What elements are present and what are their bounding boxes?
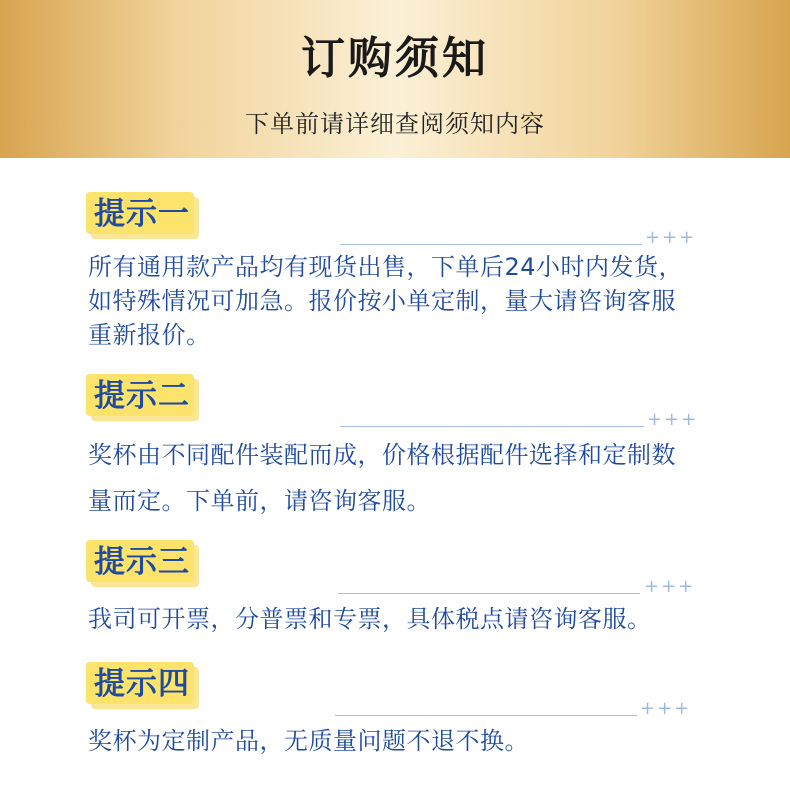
divider-line (340, 244, 642, 245)
plus-decoration: +++ (640, 698, 692, 719)
page-title: 订购须知 (301, 33, 489, 84)
divider-line (340, 426, 644, 427)
divider-line (335, 715, 637, 716)
page-subtitle: 下单前请详细查阅须知内容 (245, 110, 545, 138)
tip-text: 我司可开票，分普票和专票，具体税点请咨询客服。 (88, 605, 652, 633)
tip-label: 提示四 (94, 666, 190, 702)
tip-badge (86, 374, 201, 422)
header-banner (0, 0, 790, 158)
tip-badge (86, 192, 201, 240)
tip-badge (86, 540, 201, 588)
divider-line (338, 593, 640, 594)
tip-label: 提示一 (94, 196, 190, 232)
tip-label: 提示三 (94, 544, 190, 580)
tip-text: 奖杯为定制产品，无质量问题不退不换。 (88, 727, 529, 755)
plus-decoration: +++ (645, 227, 697, 248)
tip-label: 提示二 (94, 378, 190, 414)
tip-badge (86, 662, 201, 710)
plus-decoration: +++ (644, 576, 696, 597)
tip-text: 奖杯由不同配件装配而成，价格根据配件选择和定制数量而定。下单前，请咨询客服。 (88, 441, 676, 515)
plus-decoration: +++ (647, 409, 699, 430)
tip-text: 所有通用款产品均有现货出售，下单后24小时内发货，如特殊情况可加急。报价按小单定制，量大请咨询客服重新报价。 (88, 253, 684, 349)
